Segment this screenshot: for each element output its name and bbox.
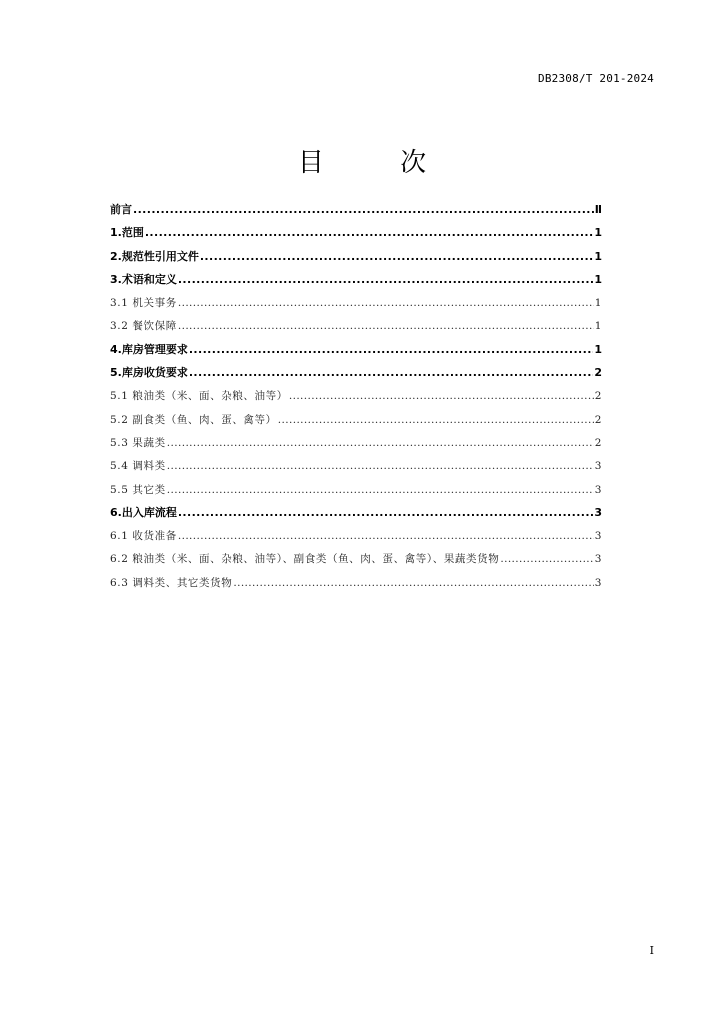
toc-entry-label: 3.术语和定义	[110, 272, 177, 286]
toc-entry-5[interactable]	[110, 365, 602, 388]
toc-page-number: 3	[594, 460, 602, 473]
toc-entry-2[interactable]	[110, 249, 602, 272]
toc-entry-label: 5.4 调料类	[110, 460, 166, 473]
toc-entry-label: 5.1 粮油类（米、面、杂粮、油等）	[110, 390, 288, 403]
dot-leader	[278, 412, 594, 428]
dot-leader	[145, 225, 594, 241]
dot-leader	[200, 249, 594, 265]
dot-leader	[133, 202, 594, 218]
toc-page-number: 1	[594, 249, 602, 263]
toc-entry-label: 6.出入库流程	[110, 505, 177, 519]
toc-entry-3[interactable]	[110, 272, 602, 295]
dot-leader	[178, 295, 594, 311]
toc-page-number: 3	[594, 553, 602, 566]
toc-page-number: 1	[594, 342, 602, 356]
toc-page-number: 1	[594, 297, 602, 310]
toc-entry-label: 4.库房管理要求	[110, 342, 188, 356]
dot-leader	[289, 388, 594, 404]
toc-entry-3-1[interactable]	[110, 295, 602, 318]
toc-page-number: 3	[594, 483, 602, 496]
dot-leader	[178, 272, 594, 288]
toc-page-number: Ⅱ	[594, 203, 602, 216]
toc-entry-label: 2.规范性引用文件	[110, 249, 199, 263]
toc-page-number: 1	[594, 226, 602, 240]
toc-entry-5-4[interactable]	[110, 458, 602, 481]
toc-entry-label: 前言	[110, 203, 132, 216]
toc-entry-5-5[interactable]	[110, 482, 602, 505]
toc-page-number: 2	[594, 390, 602, 403]
page-title: 目 次	[297, 148, 461, 178]
toc-entry-5-2[interactable]	[110, 412, 602, 435]
dot-leader	[167, 482, 594, 498]
toc-entry-6-1[interactable]	[110, 528, 602, 551]
dot-leader	[500, 551, 593, 567]
dot-leader	[178, 318, 594, 334]
toc-entry-4[interactable]	[110, 342, 602, 365]
toc-entry-5-1[interactable]	[110, 388, 602, 411]
table-of-contents	[110, 202, 602, 598]
toc-entry-5-3[interactable]	[110, 435, 602, 458]
toc-entry-label: 5.5 其它类	[110, 483, 166, 496]
dot-leader	[189, 342, 594, 358]
toc-page-number: 2	[594, 366, 602, 380]
dot-leader	[189, 365, 594, 381]
toc-entry-6[interactable]	[110, 505, 602, 528]
toc-entry-3-2[interactable]	[110, 318, 602, 341]
dot-leader	[167, 435, 594, 451]
toc-entry-label: 3.1 机关事务	[110, 297, 177, 310]
toc-entry-label: 3.2 餐饮保障	[110, 320, 177, 333]
toc-entry-6-2[interactable]	[110, 551, 602, 574]
toc-page-number: 2	[594, 413, 602, 426]
toc-page-number: 3	[594, 530, 602, 543]
dot-leader	[178, 528, 594, 544]
toc-page-number: 2	[594, 436, 602, 449]
dot-leader	[167, 458, 594, 474]
dot-leader	[178, 505, 594, 521]
toc-entry-label: 6.1 收货准备	[110, 530, 177, 543]
toc-entry-label: 6.2 粮油类（米、面、杂粮、油等）、副食类（鱼、肉、蛋、禽等）、果蔬类货物	[110, 553, 500, 566]
toc-entry-1[interactable]	[110, 225, 602, 248]
toc-entry-6-3[interactable]	[110, 575, 602, 598]
toc-entry-label: 5.3 果蔬类	[110, 436, 166, 449]
toc-entry-label: 6.3 调料类、其它类货物	[110, 576, 233, 589]
toc-page-number: 1	[594, 320, 602, 333]
toc-entry-foreword[interactable]	[110, 202, 602, 225]
toc-page-number: 3	[594, 576, 602, 589]
dot-leader	[233, 575, 593, 591]
toc-page-number: 1	[594, 272, 602, 286]
page-number: I	[649, 944, 654, 957]
toc-page-number: 3	[594, 505, 602, 519]
toc-entry-label: 5.库房收货要求	[110, 366, 188, 380]
toc-entry-label: 5.2 副食类（鱼、肉、蛋、禽等）	[110, 413, 277, 426]
toc-entry-label: 1.范围	[110, 226, 144, 240]
document-code: DB2308/T 201-2024	[538, 72, 654, 85]
